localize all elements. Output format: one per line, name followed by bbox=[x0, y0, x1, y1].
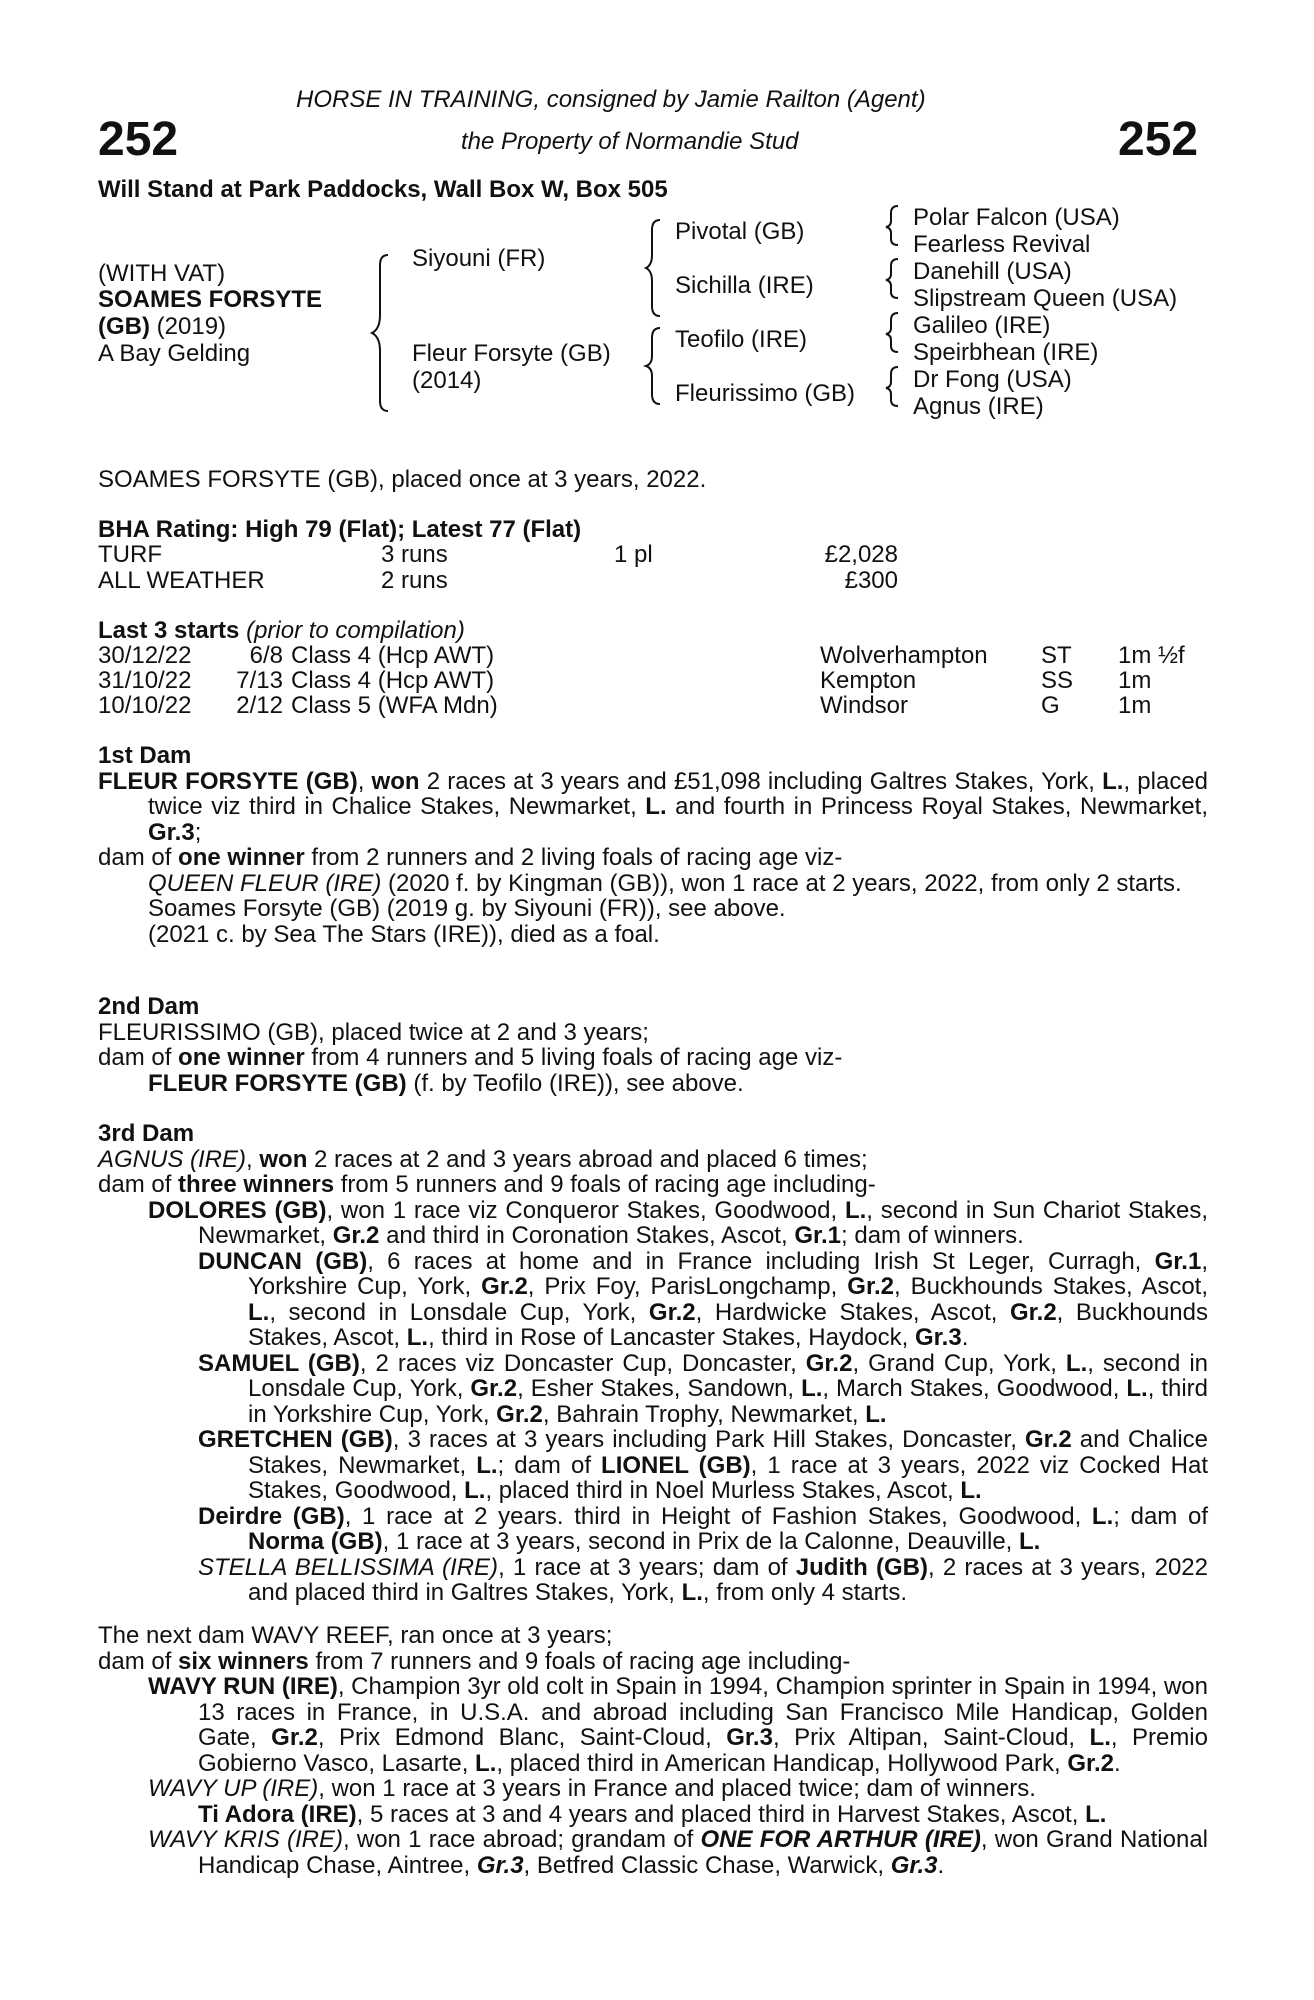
first-dam-section bbox=[98, 743, 1208, 947]
second-dam-produce bbox=[98, 1045, 1208, 1071]
text: , 3 races at 3 years including Park Hill Stakes, Doncaster, bbox=[392, 1426, 1025, 1453]
produce-item bbox=[98, 1427, 1208, 1504]
consignor-line: HORSE IN TRAINING, consigned by Jamie Railton (Agent) bbox=[296, 86, 926, 113]
text: ; dam of bbox=[1113, 1502, 1208, 1530]
horse-name: Deirdre (GB) bbox=[198, 1502, 345, 1530]
start-row bbox=[98, 642, 1218, 668]
listed-mark: L. bbox=[476, 1451, 498, 1479]
text: dam of bbox=[98, 1647, 179, 1675]
listed-mark: L. bbox=[1019, 1528, 1041, 1555]
ssd: Fearless Revival bbox=[913, 231, 1091, 258]
text: , Buckhounds Stakes, Ascot, bbox=[893, 1273, 1209, 1300]
group-mark: Gr.3 bbox=[914, 1324, 962, 1351]
prize-money: £300 bbox=[844, 567, 898, 594]
start-date: 10/10/22 bbox=[98, 692, 192, 719]
listed-mark: L. bbox=[865, 1400, 887, 1428]
dds: Dr Fong (USA) bbox=[913, 366, 1072, 393]
horse-name: SOAMES FORSYTE bbox=[98, 286, 323, 313]
dam-dam: Fleurissimo (GB) bbox=[675, 380, 856, 407]
listed-mark: L. bbox=[1091, 1502, 1114, 1530]
text: , second in Lonsdale Cup, York, bbox=[269, 1298, 649, 1326]
text: dam of bbox=[98, 1044, 179, 1071]
text: from 7 runners and 9 foals of racing age including- bbox=[308, 1647, 851, 1675]
text: , second in Sun Chariot Stakes, Newmarket, bbox=[198, 1196, 1209, 1249]
last-starts-heading bbox=[98, 617, 465, 645]
group-mark: Gr.2 bbox=[648, 1298, 696, 1326]
text: , Champion 3yr old colt in Spain in 1994, Champion sprinter in Spain in 1994, won 13 races in France, in U.S.A. and abroad including San Francisco Mile Handicap, Golden Gate, bbox=[198, 1673, 1208, 1751]
prize-money: £2,028 bbox=[824, 541, 898, 568]
horse-description: A Bay Gelding bbox=[98, 340, 251, 367]
text: , second in Lonsdale Cup, York, bbox=[248, 1349, 1208, 1402]
text: , Hardwicke Stakes, Ascot, bbox=[695, 1298, 1010, 1326]
horse-name: WAVY RUN (IRE) bbox=[148, 1673, 338, 1700]
text: and third in Coronation Stakes, Ascot, bbox=[379, 1222, 795, 1249]
horse-name: DUNCAN (GB) bbox=[198, 1247, 368, 1275]
produce-item bbox=[98, 1555, 1208, 1606]
listed-mark: L. bbox=[844, 1196, 867, 1224]
text: (2020 f. by Kingman (GB)), won 1 race at 2 years, 2022, from only 2 starts. bbox=[381, 869, 1182, 897]
start-position: 6/8 bbox=[249, 642, 283, 669]
group-mark: Gr.2 bbox=[847, 1273, 894, 1300]
text: from 5 runners and 9 foals of racing age including- bbox=[334, 1171, 876, 1198]
group-mark: Gr.2 bbox=[1009, 1298, 1057, 1326]
text: , third in Yorkshire Cup, York, bbox=[248, 1375, 1208, 1428]
group-mark: Gr.2 bbox=[271, 1724, 318, 1751]
text: , 1 race at 3 years, second in Prix de la Calonne, Deauville, bbox=[382, 1528, 1020, 1555]
text: dam of bbox=[98, 844, 179, 871]
winners-count: six winners bbox=[178, 1647, 309, 1675]
start-race: Class 4 (Hcp AWT) bbox=[291, 667, 495, 694]
start-position: 7/13 bbox=[236, 667, 283, 694]
start-distance: 1m bbox=[1118, 667, 1152, 694]
first-dam-record: FLEUR FORSYTE (GB), won 2 races at 3 years and £51,098 including Galtres Stakes, York, L., placed twice viz third in Chalice Stakes, Newmarket, L. and fourth in Princess Royal Stakes, Newmarket, Gr.3; bbox=[98, 767, 1209, 846]
text: , won 1 race abroad; grandam of bbox=[342, 1826, 701, 1853]
group-mark: Gr.3 bbox=[148, 818, 195, 846]
runs: 2 runs bbox=[381, 567, 448, 594]
produce-item: Soames Forsyte (GB) (2019 g. by Siyouni (FR)), see above. bbox=[148, 895, 786, 922]
horse-year: (2019) bbox=[156, 313, 227, 340]
sdd: Slipstream Queen (USA) bbox=[913, 285, 1178, 312]
text: , 1 race at 3 years, 2022 viz Cocked Hat Stakes, Goodwood, bbox=[248, 1451, 1209, 1504]
text: , placed third in Noel Murless Stakes, Ascot, bbox=[485, 1477, 961, 1504]
text: (f. by Teofilo (IRE)), see above. bbox=[406, 1069, 744, 1097]
next-dam-produce bbox=[98, 1649, 1208, 1675]
produce-item bbox=[98, 1674, 1208, 1776]
horse-name: GRETCHEN (GB) bbox=[198, 1426, 393, 1453]
start-course: Kempton bbox=[820, 667, 917, 694]
listed-mark: L. bbox=[1089, 1724, 1111, 1751]
text: , Esher Stakes, Sandown, bbox=[517, 1375, 802, 1402]
listed-mark: L. bbox=[248, 1298, 270, 1326]
horse-name: WAVY UP (IRE) bbox=[148, 1775, 319, 1802]
horse-name: DOLORES (GB) bbox=[148, 1196, 327, 1224]
horse-name: ONE FOR ARTHUR (IRE) bbox=[700, 1826, 981, 1853]
dam: Fleur Forsyte (GB) bbox=[412, 340, 611, 367]
text: . bbox=[1114, 1749, 1121, 1777]
listed-mark: L. bbox=[801, 1375, 823, 1402]
produce-item bbox=[98, 871, 1208, 897]
group-mark: Gr.2 bbox=[332, 1222, 380, 1249]
text: , 1 race at 2 years. third in Height of Fashion Stakes, Goodwood, bbox=[344, 1502, 1092, 1530]
placings: 1 pl bbox=[614, 541, 653, 568]
text: ; bbox=[194, 818, 202, 846]
horse-country: (GB) bbox=[98, 313, 150, 340]
lot-number-left: 252 bbox=[98, 113, 179, 166]
horse-name: SAMUEL (GB) bbox=[198, 1349, 360, 1377]
third-dam-produce bbox=[98, 1172, 1208, 1198]
text: dam of bbox=[98, 1171, 179, 1198]
listed-mark: L. bbox=[1102, 767, 1124, 795]
listed-mark: L. bbox=[475, 1749, 497, 1777]
sire-dam: Sichilla (IRE) bbox=[675, 272, 814, 299]
bha-rating: BHA Rating: High 79 (Flat); Latest 77 (Flat) bbox=[98, 516, 582, 543]
group-mark: Gr.2 bbox=[1024, 1426, 1072, 1453]
sds: Danehill (USA) bbox=[913, 258, 1072, 285]
winners-count: three winners bbox=[178, 1171, 335, 1198]
sire-sire: Pivotal (GB) bbox=[675, 218, 805, 245]
listed-mark: L. bbox=[960, 1477, 982, 1504]
produce-item bbox=[98, 1249, 1208, 1351]
group-mark: Gr.3 bbox=[890, 1851, 938, 1879]
runs: 3 runs bbox=[381, 541, 448, 568]
text: , Prix Altipan, Saint-Cloud, bbox=[772, 1724, 1090, 1751]
listed-mark: L. bbox=[681, 1579, 703, 1606]
text: , won 1 race at 3 years in France and placed twice; dam of winners. bbox=[318, 1775, 1036, 1802]
group-mark: Gr.2 bbox=[805, 1349, 853, 1377]
stand-location: Will Stand at Park Paddocks, Wall Box W, Box 505 bbox=[98, 176, 668, 203]
horse-name: FLEUR FORSYTE (GB) bbox=[148, 1069, 407, 1097]
dsd: Speirbhean (IRE) bbox=[913, 339, 1099, 366]
group-mark: Gr.2 bbox=[470, 1375, 518, 1402]
second-dam-title: 2nd Dam bbox=[98, 993, 200, 1020]
ddd: Agnus (IRE) bbox=[913, 393, 1044, 420]
sire: Siyouni (FR) bbox=[412, 245, 546, 272]
horse-summary: SOAMES FORSYTE (GB), placed once at 3 years, 2022. bbox=[98, 466, 707, 493]
won-label: won bbox=[259, 1145, 308, 1173]
start-going: ST bbox=[1041, 642, 1072, 669]
text: , 6 races at home and in France including Irish St Leger, Curragh, bbox=[367, 1247, 1155, 1275]
property-line: the Property of Normandie Stud bbox=[461, 128, 799, 155]
produce-item bbox=[98, 1504, 1208, 1555]
group-mark: Gr.1 bbox=[794, 1222, 842, 1249]
start-position: 2/12 bbox=[236, 692, 283, 719]
start-going: SS bbox=[1041, 667, 1074, 694]
text: , won Grand National Handicap Chase, Aintree, bbox=[198, 1826, 1208, 1879]
text: , Grand Cup, York, bbox=[852, 1349, 1066, 1377]
start-distance: 1m bbox=[1118, 692, 1152, 719]
listed-mark: L. bbox=[1065, 1349, 1088, 1377]
text: , Premio Gobierno Vasco, Lasarte, bbox=[198, 1724, 1208, 1777]
listed-mark: L. bbox=[1085, 1800, 1107, 1828]
group-mark: Gr.2 bbox=[1067, 1749, 1115, 1777]
horse-name: AGNUS (IRE) bbox=[98, 1145, 247, 1173]
horse-name: FLEUR FORSYTE (GB) bbox=[98, 767, 358, 795]
start-row bbox=[98, 692, 1218, 718]
third-dam-title: 3rd Dam bbox=[98, 1120, 195, 1147]
horse-name: LIONEL (GB) bbox=[601, 1451, 751, 1479]
text: from 4 runners and 5 living foals of racing age viz- bbox=[304, 1044, 843, 1071]
group-mark: Gr.2 bbox=[496, 1400, 543, 1428]
listed-mark: L. bbox=[406, 1324, 429, 1351]
text: ; dam of bbox=[497, 1451, 602, 1479]
last-starts-note: (prior to compilation) bbox=[246, 617, 465, 644]
group-mark: Gr.3 bbox=[476, 1851, 524, 1879]
rating-row-aw bbox=[98, 567, 898, 593]
text: 2 races at 3 years and £51,098 including Galtres Stakes, York, bbox=[419, 767, 1103, 795]
text: , third in Rose of Lancaster Stakes, Haydock, bbox=[428, 1324, 915, 1351]
start-race: Class 5 (WFA Mdn) bbox=[291, 692, 498, 719]
produce-item bbox=[98, 1198, 1208, 1249]
horse-name: Norma (GB) bbox=[248, 1528, 383, 1555]
text: from 2 runners and 2 living foals of racing age viz- bbox=[304, 844, 843, 871]
text: and fourth in Princess Royal Stakes, Newmarket, bbox=[666, 793, 1208, 820]
produce-item bbox=[98, 1802, 1208, 1828]
text: , Betfred Classic Chase, Warwick, bbox=[523, 1851, 891, 1879]
start-going: G bbox=[1041, 692, 1060, 719]
text: . bbox=[961, 1324, 969, 1351]
first-dam-produce bbox=[98, 845, 1208, 871]
sss: Polar Falcon (USA) bbox=[913, 204, 1120, 231]
third-dam-record: AGNUS (IRE), won 2 races at 2 and 3 years abroad and placed 6 times; bbox=[98, 1145, 868, 1173]
listed-mark: L. bbox=[1126, 1375, 1148, 1402]
text: ; dam of winners. bbox=[841, 1222, 1024, 1249]
won-label: won bbox=[371, 767, 420, 795]
produce-item bbox=[98, 1071, 1208, 1097]
produce-item bbox=[98, 1827, 1208, 1878]
produce-item bbox=[98, 1351, 1208, 1428]
start-course: Wolverhampton bbox=[820, 642, 988, 669]
text: , 2 races viz Doncaster Cup, Doncaster, bbox=[359, 1349, 806, 1377]
next-dam-record: The next dam WAVY REEF, ran once at 3 years; bbox=[98, 1622, 613, 1649]
text: , Bahrain Trophy, Newmarket, bbox=[542, 1400, 866, 1428]
text: , Yorkshire Cup, York, bbox=[248, 1247, 1208, 1300]
next-dam-section bbox=[98, 1623, 1208, 1878]
lot-number-right: 252 bbox=[1118, 113, 1199, 166]
start-distance: 1m ½f bbox=[1118, 642, 1185, 669]
text: , Prix Edmond Blanc, Saint-Cloud, bbox=[317, 1724, 727, 1751]
group-mark: Gr.3 bbox=[726, 1724, 773, 1751]
third-dam-section bbox=[98, 1121, 1208, 1606]
start-date: 31/10/22 bbox=[98, 667, 192, 694]
second-dam-section bbox=[98, 994, 1208, 1096]
horse-name: STELLA BELLISSIMA (IRE) bbox=[198, 1553, 499, 1581]
dam-sire: Teofilo (IRE) bbox=[675, 326, 808, 353]
start-date: 30/12/22 bbox=[98, 642, 192, 669]
rating-row-turf bbox=[98, 541, 898, 567]
text: , won 1 race viz Conqueror Stakes, Goodwood, bbox=[326, 1196, 845, 1224]
text: , Buckhounds Stakes, Ascot, bbox=[248, 1298, 1208, 1351]
last-starts-title: Last 3 starts bbox=[98, 617, 240, 644]
horse-name: QUEEN FLEUR (IRE) bbox=[148, 869, 382, 897]
horse-name: Ti Adora (IRE) bbox=[198, 1800, 357, 1828]
text: , 1 race at 3 years; dam of bbox=[498, 1553, 796, 1581]
winners-count: one winner bbox=[178, 844, 305, 871]
text: 2 races at 2 and 3 years abroad and placed 6 times; bbox=[307, 1145, 868, 1173]
dss: Galileo (IRE) bbox=[913, 312, 1051, 339]
listed-mark: L. bbox=[464, 1477, 486, 1504]
group-mark: Gr.2 bbox=[481, 1273, 528, 1300]
text: , placed third in American Handicap, Hollywood Park, bbox=[496, 1749, 1068, 1777]
listed-mark: L. bbox=[645, 793, 667, 820]
text: , 5 races at 3 and 4 years and placed third in Harvest Stakes, Ascot, bbox=[356, 1800, 1086, 1828]
horse-name: WAVY KRIS (IRE) bbox=[148, 1826, 343, 1853]
start-race: Class 4 (Hcp AWT) bbox=[291, 642, 495, 669]
produce-item bbox=[98, 1776, 1208, 1802]
text: , 2 races at 3 years, 2022 and placed third in Galtres Stakes, York, bbox=[248, 1553, 1209, 1606]
start-row bbox=[98, 667, 1218, 693]
text: . bbox=[937, 1851, 945, 1879]
start-course: Windsor bbox=[820, 692, 909, 719]
group-mark: Gr.1 bbox=[1154, 1247, 1202, 1275]
text: , Prix Foy, ParisLongchamp, bbox=[527, 1273, 848, 1300]
vat-note: (WITH VAT) bbox=[98, 260, 226, 287]
text: , placed twice viz third in Chalice Stakes, Newmarket, bbox=[148, 767, 1209, 820]
text: , March Stakes, Goodwood, bbox=[822, 1375, 1127, 1402]
horse-name: Judith (GB) bbox=[795, 1553, 928, 1581]
surface: TURF bbox=[98, 541, 162, 568]
surface: ALL WEATHER bbox=[98, 567, 265, 594]
dam-year: (2014) bbox=[412, 367, 482, 394]
text: , from only 4 starts. bbox=[702, 1579, 907, 1606]
text: and Chalice Stakes, Newmarket, bbox=[248, 1426, 1209, 1479]
produce-item: (2021 c. by Sea The Stars (IRE)), died as a foal. bbox=[148, 920, 660, 948]
winners-count: one winner bbox=[178, 1044, 305, 1071]
second-dam-record: FLEURISSIMO (GB), placed twice at 2 and 3 years; bbox=[98, 1018, 649, 1046]
first-dam-title: 1st Dam bbox=[98, 742, 192, 769]
